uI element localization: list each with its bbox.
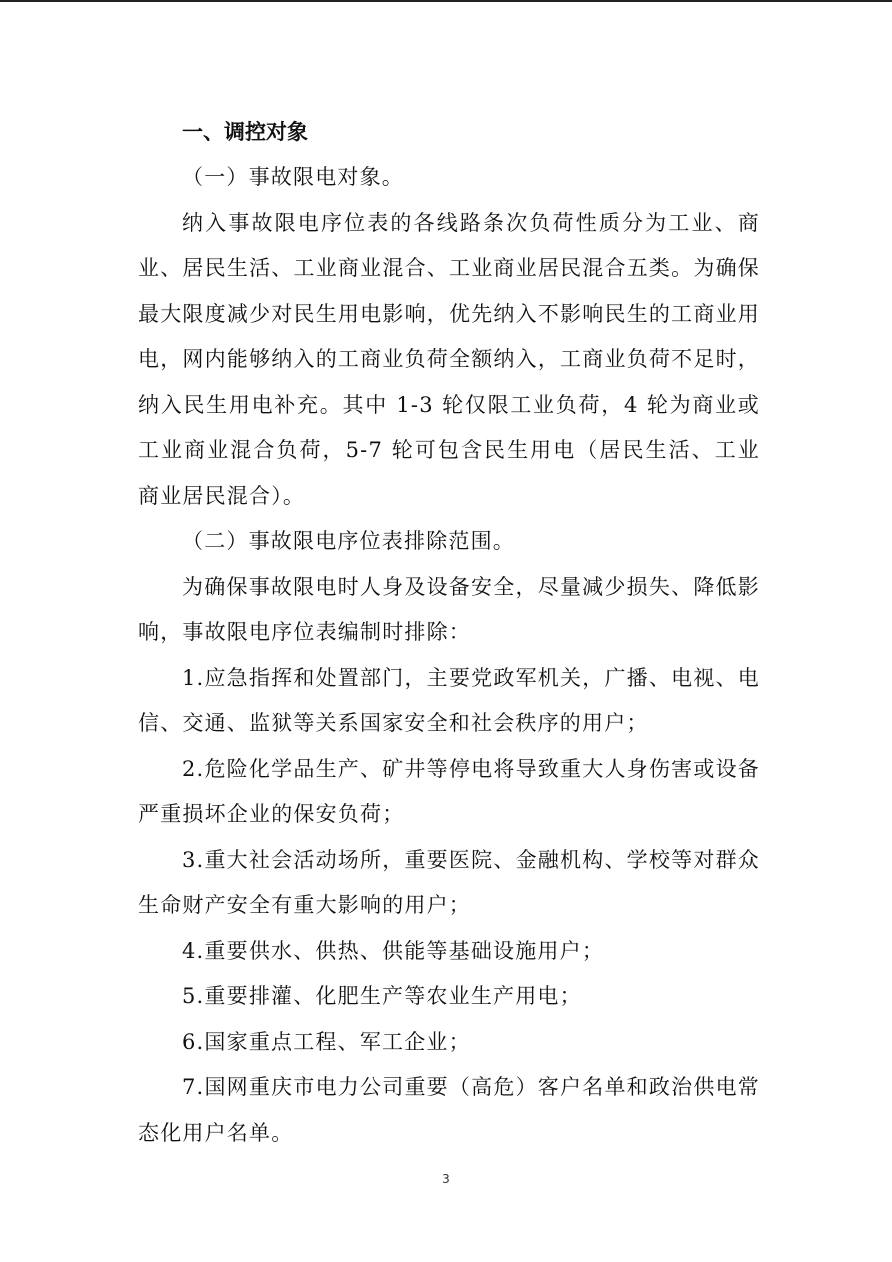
subsection-title-2: （二）事故限电序位表排除范围。 (182, 529, 515, 553)
exclusion-item: 2.危险化学品生产、矿井等停电将导致重大人身伤害或设备严重损坏企业的保安负荷； (138, 756, 760, 826)
exclusion-item: 3.重大社会活动场所，重要医院、金融机构、学校等对群众生命财产安全有重大影响的用户； (138, 847, 760, 917)
subsection-body-1: 纳入事故限电序位表的各线路条次负荷性质分为工业、商业、居民生活、工业商业混合、工业商业居民混合五类。为确保最大限度减少对民生用电影响，优先纳入不影响民生的工商业用电，网内能够纳入的工商业负荷全额纳入，工商业负荷不足时，纳入民生用电补充。其中 1-3 轮仅限工业负荷，4 轮为商业或工业商业混合负荷，5-7 轮可包含民生用电（居民生活、工业商业居民混合）。 (138, 210, 760, 508)
exclusion-item: 1.应急指挥和处置部门，主要党政军机关，广播、电视、电信、交通、监狱等关系国家安全和社会秩序的用户； (138, 665, 760, 735)
exclusion-item: 4.重要供水、供热、供能等基础设施用户； (182, 938, 605, 963)
page-number: 3 (442, 1172, 450, 1186)
page-top-border (0, 0, 892, 2)
exclusion-item: 7.国网重庆市电力公司重要（高危）客户名单和政治供电常态化用户名单。 (138, 1075, 760, 1145)
section-heading: 一、调控对象 (182, 120, 308, 144)
exclusion-item: 6.国家重点工程、军工企业； (182, 1029, 471, 1054)
subsection-title-1: （一）事故限电对象。 (182, 165, 404, 189)
document-page (138, 110, 760, 1156)
subsection-intro-2: 为确保事故限电时人身及设备安全，尽量减少损失、降低影响，事故限电序位表编制时排除： (138, 574, 760, 644)
exclusion-item: 5.重要排灌、化肥生产等农业生产用电； (182, 984, 582, 1008)
